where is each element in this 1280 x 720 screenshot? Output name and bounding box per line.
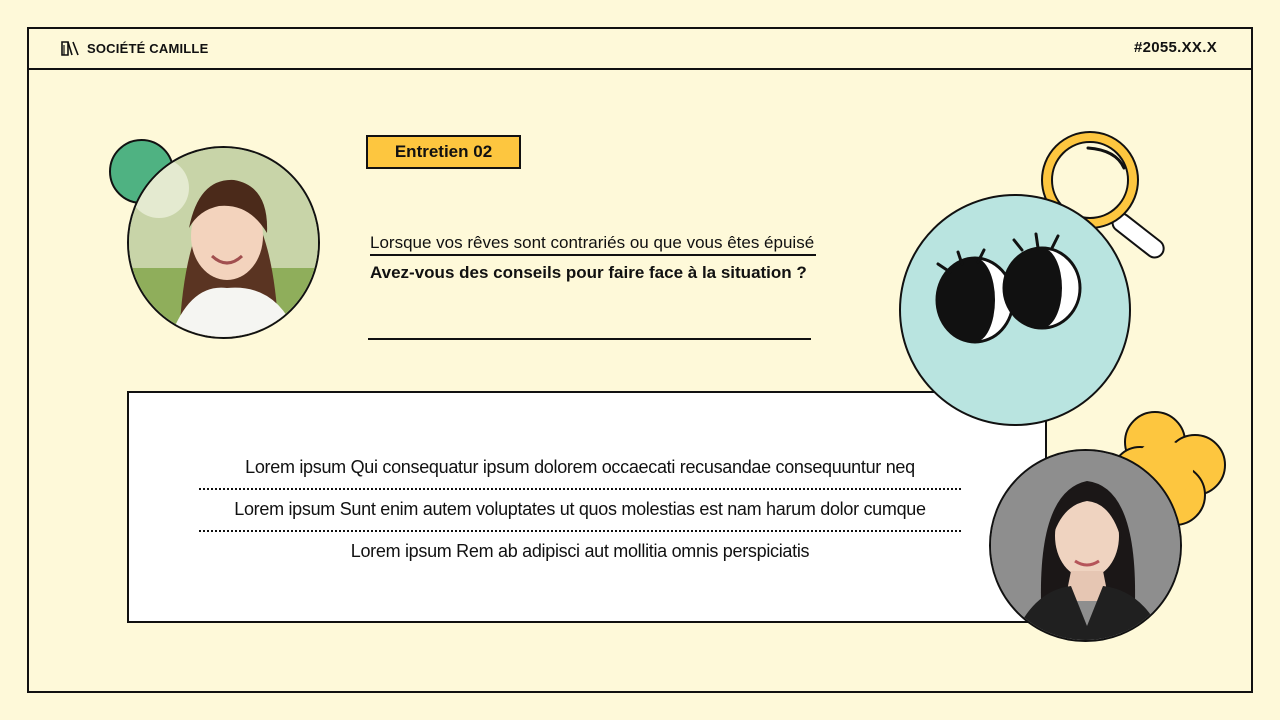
interview-tag: Entretien 02 [366, 135, 521, 169]
question-heading: Avez-vous des conseils pour faire face à la situation ? [370, 263, 807, 282]
interviewee-photo-2 [989, 449, 1182, 642]
answer-line-1: Lorem ipsum Qui consequatur ipsum dolorem occaecati recusandae consequuntur neq [199, 448, 961, 490]
answer-line-2: Lorem ipsum Sunt enim autem voluptates ut quos molestias est nam harum dolor cumque [199, 490, 961, 532]
document-code: #2055.XX.X [1133, 39, 1217, 56]
googly-eyes-icon [900, 195, 1130, 425]
subtitle: Lorsque vos rêves sont contrariés ou que vous êtes épuisé [370, 232, 816, 256]
brand-name: SOCIÉTÉ CAMILLE [87, 40, 209, 56]
answer-line-3: Lorem ipsum Rem ab adipisci aut mollitia omnis perspiciatis [350, 541, 810, 561]
